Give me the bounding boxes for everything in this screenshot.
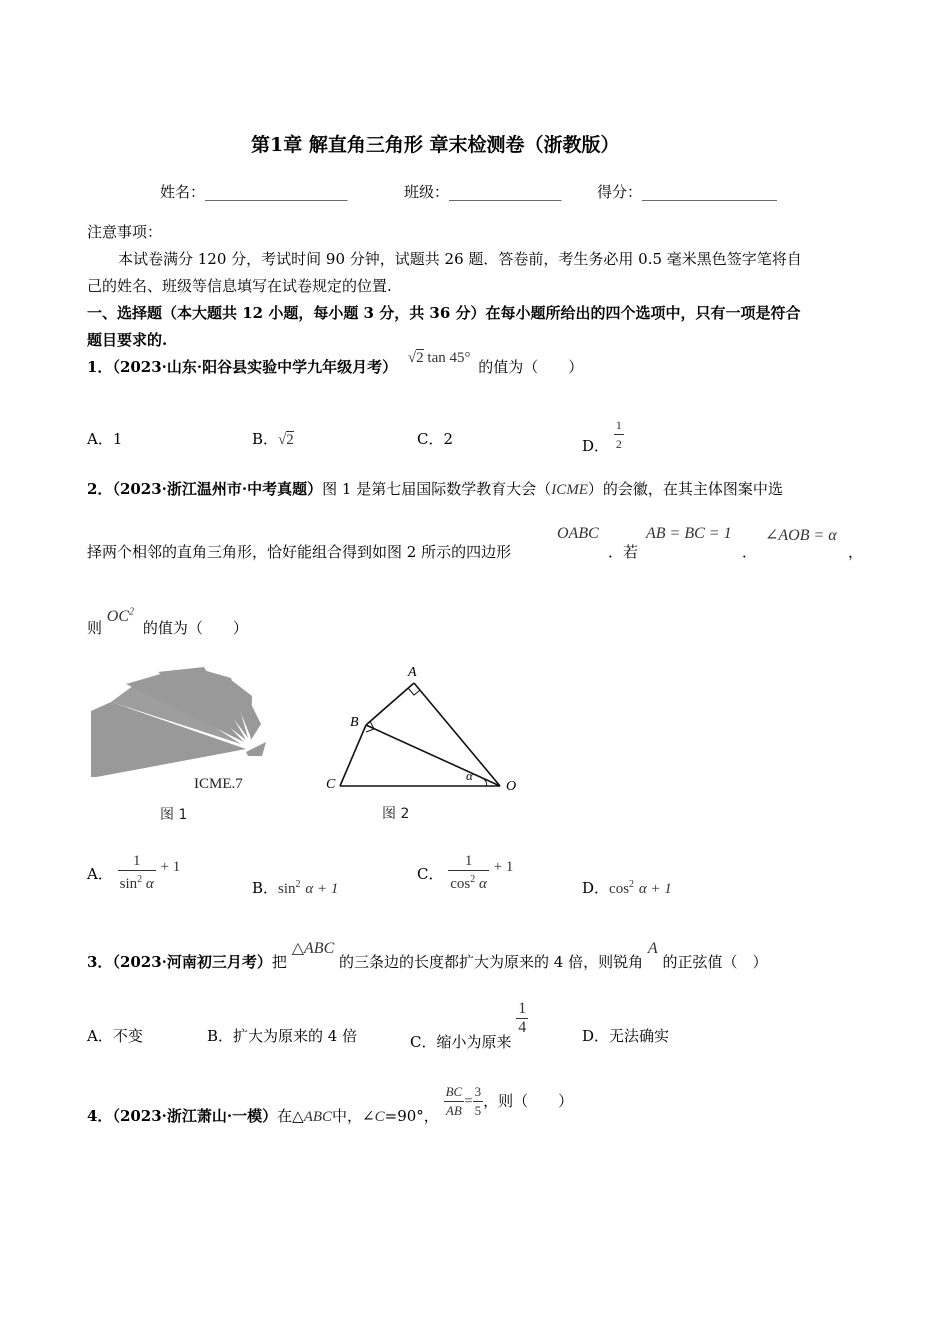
fig2-lines	[340, 683, 500, 786]
q2-ruo: ．若	[608, 543, 639, 561]
q2-d-label: D．	[582, 879, 610, 897]
q1-tail: 的值为（ ）	[478, 358, 584, 376]
q2-c-label: C．	[417, 864, 444, 883]
q4-eq: =	[464, 1093, 473, 1110]
q2-b-rest: α + 1	[305, 881, 339, 897]
q2-c-num: 1	[448, 852, 489, 871]
name-label: 姓名：	[160, 183, 206, 201]
q2-condition-1: AB = BC = 1	[646, 525, 732, 542]
score-info	[597, 181, 777, 202]
q1-option-a[interactable]: A．1	[87, 430, 123, 448]
q4-number: 4．	[87, 1106, 113, 1125]
q1-option-d[interactable]	[582, 416, 624, 453]
fig1-caption: 图 1	[160, 807, 188, 823]
notes-line-2: 己的姓名、班级等信息填写在试卷规定的位置.	[87, 277, 392, 295]
q4-fraction-rhs	[473, 1083, 484, 1120]
class-info	[404, 181, 562, 202]
q1-sqrt-arg: 2	[416, 350, 424, 366]
point-o: O	[506, 779, 517, 794]
q2-dot: ．	[742, 543, 758, 561]
q3-c-text: C．缩小为原来	[410, 1032, 512, 1051]
q3-tail: 的正弦值（ ）	[662, 953, 768, 971]
q2-option-b[interactable]	[252, 877, 338, 898]
sqrt-icon: √	[278, 432, 287, 448]
q3-c-den: 4	[518, 1019, 527, 1036]
question-4	[87, 1083, 574, 1125]
q2-option-d[interactable]	[582, 877, 672, 898]
q2-oc-var: OC	[106, 608, 130, 625]
q2-b-fn: sin	[278, 881, 296, 897]
question-2-line-3	[87, 606, 248, 638]
q2-oc-exp: 2	[129, 606, 135, 618]
q4-val-num: 3	[473, 1083, 484, 1102]
q2-d-rest: α + 1	[638, 881, 672, 897]
q2-a-fn: sin	[119, 876, 138, 892]
angle-alpha: α	[466, 768, 473, 783]
q1-source: （2023·山东·阳谷县实验中学九年级月考）	[112, 358, 398, 376]
score-label: 得分：	[597, 183, 643, 201]
q2-ze: 则	[87, 619, 103, 637]
point-b: B	[350, 715, 359, 730]
q4-abc: ABC	[303, 1108, 333, 1125]
q2-option-a[interactable]	[87, 852, 180, 893]
q3-option-d[interactable]: D．无法确实	[582, 1027, 670, 1045]
q2-a-plus: + 1	[160, 858, 181, 875]
q3-angle: A	[647, 940, 658, 957]
q1-option-c[interactable]: C．2	[417, 430, 454, 448]
q4-frac-num: BC	[444, 1083, 465, 1102]
point-c: C	[326, 777, 336, 792]
score-field[interactable]: __________________	[642, 183, 778, 201]
q2-d-exp: 2	[629, 879, 635, 890]
q1-option-b[interactable]	[252, 428, 294, 449]
q1-number: 1．	[87, 358, 113, 376]
q2-text-1a: 图 1 是第七届国际数学教育大会（	[322, 480, 552, 498]
icme-logo	[91, 667, 266, 777]
figure-2	[316, 658, 526, 834]
q4-frac-den: AB	[445, 1103, 462, 1118]
name-field[interactable]: ___________________	[205, 183, 348, 201]
notes-line-1: 本试卷满分 120 分，考试时间 90 分钟，试题共 26 题．答卷前，考生务必用 0.5 毫米黑色签字笔将自	[118, 250, 802, 268]
point-a: A	[408, 665, 417, 680]
q2-a-var: α	[145, 876, 154, 892]
q1-option-d-fraction	[614, 416, 624, 453]
q2-d-fn: cos	[609, 881, 630, 897]
sqrt-icon: √	[407, 350, 417, 366]
q2-c-plus: + 1	[493, 858, 514, 875]
q2-c-den	[448, 871, 489, 893]
q4-fraction-lhs	[444, 1083, 465, 1120]
q2-number: 2．	[87, 480, 113, 498]
notes-heading: 注意事项：	[87, 223, 163, 241]
q2-b-exp: 2	[295, 879, 301, 890]
q1-tan: tan 45°	[427, 350, 471, 366]
class-label: 班级：	[404, 183, 450, 201]
class-field[interactable]: _______________	[449, 183, 562, 201]
q2-icme: ICME	[551, 482, 588, 498]
question-2-line-1	[87, 478, 783, 499]
q3-number: 3．	[87, 953, 113, 971]
section-heading-2: 题目要求的.	[87, 331, 168, 349]
q3-triangle: △ABC	[291, 940, 335, 957]
info-line	[160, 181, 348, 202]
page-title: 第1章 解直角三角形 章末检测卷（浙教版）	[251, 134, 620, 156]
question-3	[87, 940, 768, 972]
q1-option-b-value: 2	[286, 432, 294, 448]
q2-a-label: A．	[87, 864, 113, 883]
q4-c: C	[374, 1108, 385, 1125]
q1-option-d-label: D．	[582, 436, 610, 455]
question-1	[87, 350, 584, 377]
q2-c-fn: cos	[450, 876, 471, 892]
q2-text-2: 择两个相邻的直角三角形，恰好能组合得到如图 2 所示的四边形	[87, 543, 512, 561]
question-2-line-2	[87, 541, 511, 562]
q2-c-exp: 2	[470, 874, 476, 885]
q2-oc	[107, 608, 134, 625]
section-heading-1: 一、选择题（本大题共 12 小题，每小题 3 分，共 36 分）在每小题所给出的四个选项中，只有一项是符合	[87, 304, 801, 322]
q2-c-fraction	[448, 852, 489, 893]
q4-source: （2023·浙江萧山·一模）	[112, 1106, 278, 1125]
q3-source: （2023·河南初三月考）	[112, 953, 272, 971]
q1-option-b-label: B．	[252, 430, 279, 448]
q3-option-b[interactable]: B．扩大为原来的 4 倍	[207, 1027, 358, 1045]
q1-d-num: 1	[614, 416, 624, 435]
q4-text-a: 在△	[277, 1106, 304, 1125]
q2-comma: ，	[848, 543, 864, 561]
q3-option-a[interactable]: A．不变	[87, 1027, 143, 1045]
q2-a-den	[118, 871, 156, 893]
fig2-caption: 图 2	[382, 806, 410, 822]
q3-mid: 的三条边的长度都扩大为原来的 4 倍，则锐角	[339, 953, 644, 971]
q2-option-c[interactable]	[417, 852, 513, 893]
q2-text-1b: ）的会徽，在其主体图案中选	[587, 480, 783, 498]
q2-source: （2023·浙江温州市·中考真题）	[112, 480, 323, 498]
q3-option-c[interactable]	[410, 1000, 528, 1051]
q3-c-num: 1	[518, 1000, 527, 1017]
q4-tail: ，则（ ）	[483, 1091, 574, 1110]
q2-condition-2: ∠AOB = α	[765, 527, 837, 544]
q2-oabc: OABC	[557, 525, 599, 542]
q1-d-den: 2	[615, 437, 622, 451]
q2-tail: 的值为（ ）	[142, 619, 248, 637]
figure-1	[86, 664, 276, 834]
q2-b-label: B．	[252, 879, 279, 897]
q1-expression	[408, 350, 474, 366]
q3-ba: 把	[271, 953, 287, 971]
q4-text-c: =90°，	[384, 1106, 439, 1125]
q2-c-var: α	[479, 876, 487, 892]
fig1-label: ICME.7	[194, 776, 243, 792]
q4-text-b: 中，∠	[332, 1106, 375, 1125]
q2-a-exp: 2	[137, 874, 143, 885]
q2-a-fraction	[118, 852, 156, 893]
q2-a-num: 1	[118, 852, 156, 871]
q3-c-fraction	[516, 1000, 528, 1037]
q4-val-den: 5	[474, 1103, 482, 1118]
